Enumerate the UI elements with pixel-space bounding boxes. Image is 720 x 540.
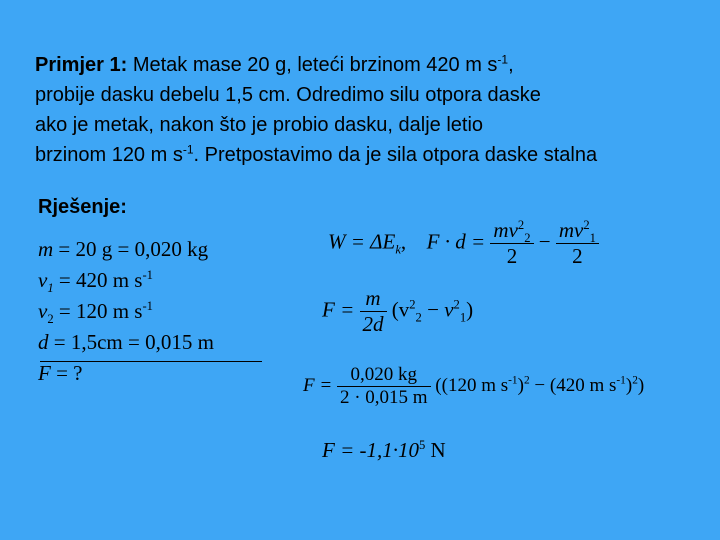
exponent: -1: [616, 374, 626, 387]
result: [322, 438, 446, 463]
given-v1: [38, 265, 214, 296]
numerator: 0,020 kg: [350, 364, 417, 385]
numerator: mv: [558, 218, 584, 242]
problem-text: Metak mase 20 g, leteći brzinom 420 m s: [127, 54, 498, 76]
equation-text: (v: [391, 297, 410, 322]
subscript: 2: [415, 310, 422, 325]
subscript: 1: [589, 231, 596, 246]
given-mass: [38, 234, 214, 265]
equation-text: ): [625, 374, 633, 396]
result-text: F = -1,1·10: [322, 438, 419, 462]
symbol: m: [38, 237, 54, 261]
exponent: -1: [182, 142, 194, 157]
exponent: 2: [632, 374, 638, 387]
symbol: v: [38, 268, 48, 292]
denominator: 2: [490, 243, 533, 269]
problem-line-1: [35, 50, 715, 80]
equation-text: ): [466, 297, 474, 322]
exponent: 2: [517, 218, 525, 232]
fraction-m-2d: [360, 286, 387, 337]
given-thickness: [38, 327, 214, 358]
subscript: 1: [459, 310, 467, 325]
minus-sign: −: [538, 229, 551, 254]
subscript: 2: [524, 231, 531, 246]
exponent: 2: [409, 297, 416, 312]
value: = ?: [50, 361, 83, 385]
exponent: -1: [508, 374, 518, 387]
symbol: v: [38, 299, 48, 323]
equation-text: F · d =: [426, 229, 486, 254]
fraction-mv2: [490, 218, 533, 269]
value: = 1,5cm = 0,015 m: [48, 330, 214, 354]
subscript: 1: [47, 281, 54, 296]
exponent: 2: [523, 374, 530, 387]
value: = 20 g = 0,020 kg: [53, 237, 209, 261]
value: = 120 m s: [53, 299, 143, 323]
substitution-equation: [303, 364, 644, 409]
subscript: k: [395, 242, 401, 257]
equation-text: ((120 m s: [435, 374, 509, 396]
given-values: [38, 234, 214, 389]
fraction-values: [337, 364, 431, 409]
problem-label: Primjer 1:: [35, 54, 128, 76]
value: = 420 m s: [53, 268, 143, 292]
given-v2: [38, 296, 214, 327]
symbol: d: [38, 330, 49, 354]
problem-text: brzinom 120 m s: [35, 144, 183, 166]
problem-statement: [35, 50, 715, 170]
exponent: -1: [497, 52, 509, 67]
equation-text: − (420 m s: [529, 374, 617, 396]
separator-line: [40, 361, 262, 362]
equation-text: ,: [400, 229, 407, 254]
problem-text: ,: [508, 54, 514, 76]
exponent: -1: [142, 268, 153, 282]
given-unknown: [38, 358, 214, 389]
exponent: 2: [453, 297, 460, 312]
force-formula: F = $\frac{m}{2d}$ $(v^2_2 - v^2_1)$: [322, 286, 474, 336]
equation-text: ): [517, 374, 524, 396]
symbol: F: [38, 361, 51, 385]
exponent: 5: [419, 438, 426, 452]
denominator: 2 · 0,015 m: [337, 386, 431, 409]
exponent: -1: [142, 299, 153, 313]
numerator: mv: [493, 218, 518, 242]
fraction-mv1: [556, 218, 599, 269]
exponent: 2: [583, 218, 590, 232]
equation-text: F =: [303, 374, 333, 396]
equation-text: ): [637, 374, 645, 396]
equation-text: W = ΔE: [328, 229, 396, 254]
work-energy-equation: [328, 218, 599, 269]
problem-text: . Pretpostavimo da je sila otpora daske stalna: [193, 144, 598, 166]
problem-line-2: probije dasku debelu 1,5 cm. Odredimo silu otpora daske: [35, 84, 541, 106]
denominator: 2: [556, 243, 599, 269]
subscript: 2: [47, 312, 54, 327]
minus-sign: −: [427, 297, 439, 322]
problem-line-4: [35, 140, 715, 170]
problem-line-3: ako je metak, nakon što je probio dasku, dalje letio: [35, 114, 484, 136]
result-unit: N: [425, 438, 446, 462]
denominator: 2d: [362, 312, 384, 336]
equation-text: F =: [322, 297, 355, 322]
numerator: m: [365, 286, 381, 310]
solution-heading: Rješenje:: [38, 196, 127, 218]
